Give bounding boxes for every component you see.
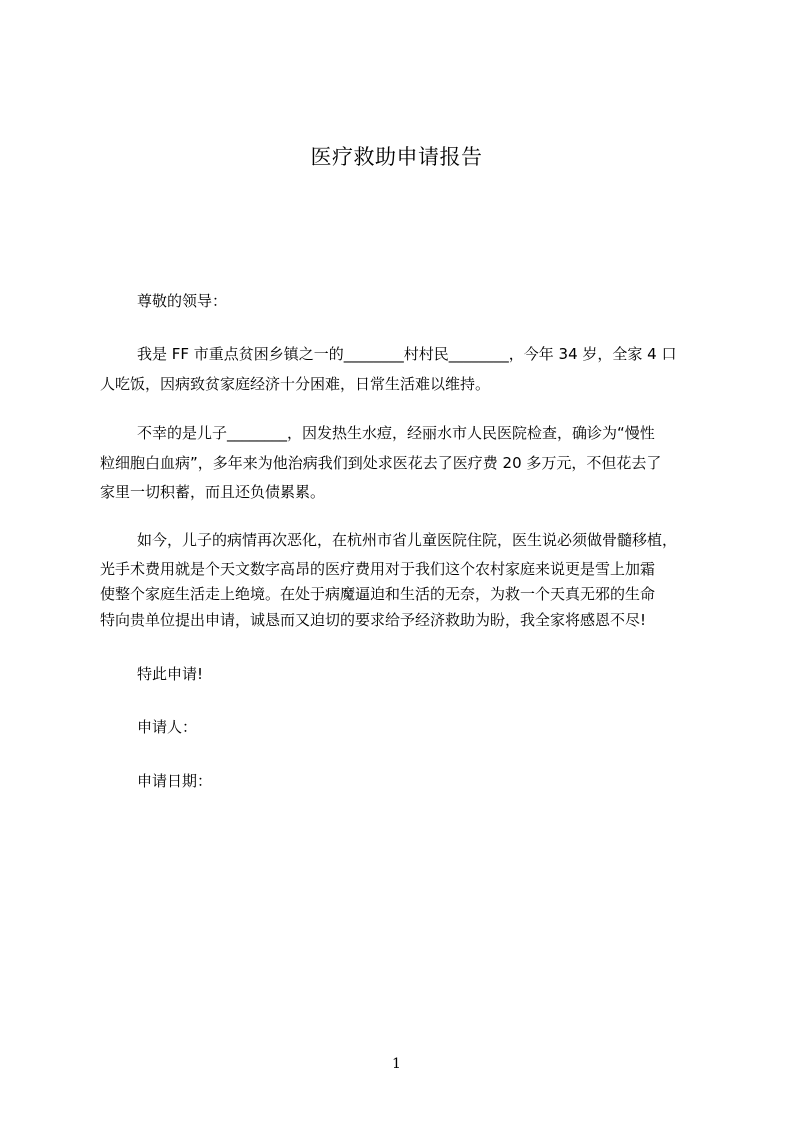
paragraph-2-line-2: 粒细胞白血病”，多年来为他治病我们到处求医花去了医疗费 20 多万元，不但花去了 [100, 454, 662, 472]
document-title: 医疗救助申请报告 [310, 145, 483, 169]
page-number: 1 [392, 1056, 401, 1072]
closing-text: 特此申请! [137, 665, 204, 683]
salutation: 尊敬的领导： [137, 292, 228, 310]
paragraph-2-line-1: 不幸的是儿子________，因发热生水痘，经丽水市人民医院检查，确诊为“慢性 [137, 424, 655, 442]
applicant-label: 申请人： [137, 718, 198, 736]
paragraph-3-line-1: 如今，儿子的病情再次恶化，在杭州市省儿童医院住院，医生说必须做骨髓移植， [137, 531, 678, 549]
paragraph-2-line-3: 家里一切积蓄，而且还负债累累。 [100, 483, 326, 501]
paragraph-3-line-4: 特向贵单位提出申请，诚恳而又迫切的要求给予经济救助为盼，我全家将感恩不尽! [100, 611, 647, 629]
paragraph-3-line-2: 光手术费用就是个天文数字高昂的医疗费用对于我们这个农村家庭来说更是雪上加霜 [100, 560, 656, 578]
date-label: 申请日期： [137, 772, 213, 790]
paragraph-1-line-1: 我是 FF 市重点贫困乡镇之一的________村村民________，今年 34 岁，全家 4 口 [137, 345, 677, 363]
paragraph-1-line-2: 人吃饭，因病致贫家庭经济十分困难，日常生活难以维持。 [100, 375, 491, 393]
paragraph-3-line-3: 使整个家庭生活走上绝境。在处于病魔逼迫和生活的无奈，为救一个天真无邪的生命 [100, 585, 656, 603]
